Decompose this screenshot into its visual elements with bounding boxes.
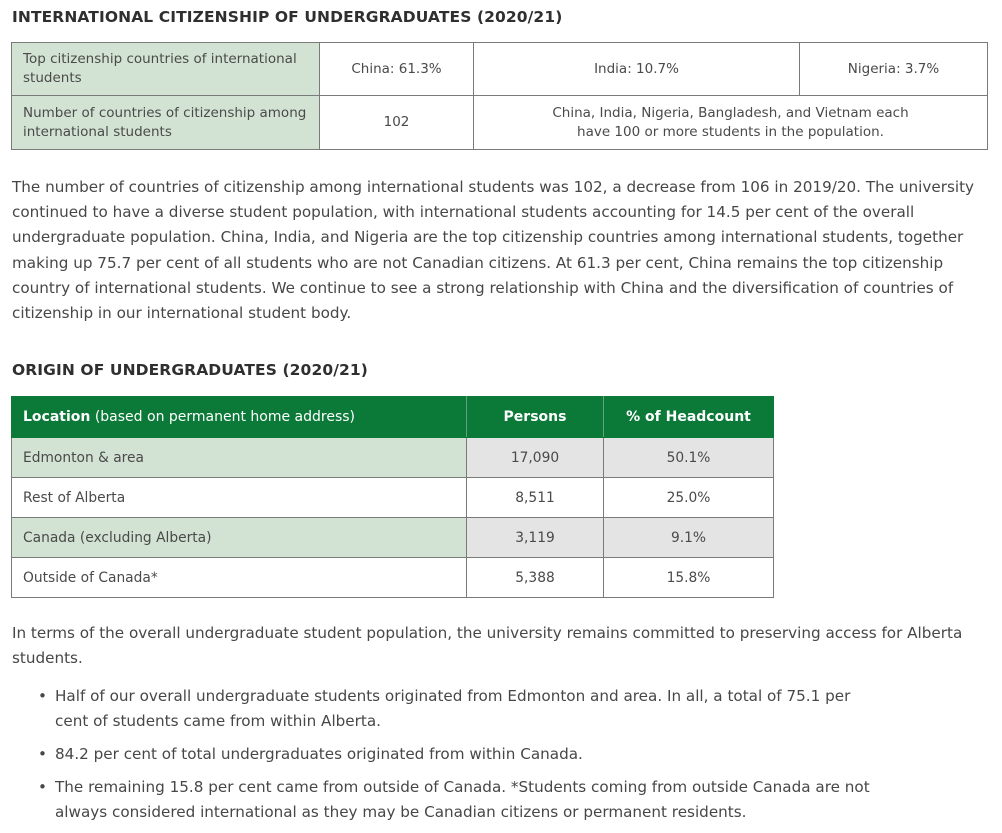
origin-paragraph: In terms of the overall undergraduate student population, the university remains committed to preserving access for Alberta students. [12, 624, 963, 668]
row-percent: 9.1% [604, 518, 774, 558]
origin-heading: ORIGIN OF UNDERGRADUATES (2020/21) [12, 361, 368, 379]
row-location: Edmonton & area [12, 438, 467, 478]
table-row [12, 558, 774, 598]
row-persons: 5,388 [467, 558, 604, 598]
bullet-icon: • [38, 778, 47, 796]
countries-count-value: 102 [320, 96, 474, 150]
row-location: Outside of Canada* [12, 558, 467, 598]
international-paragraph: The number of countries of citizenship among international students was 102, a decrease from 106 in 2019/20. The university continued to have a diverse student population, with international students accounting for 14.5 per cent of the overall undergraduate population. China, India, and Nigeria are the top citizenship countries among international students, together making up 75.7 per cent of all students who are not Canadian citizens. At 61.3 per cent, China remains the top citizenship country of international students. We continue to see a strong relationship with China and the diversification of countries of citizenship in our international student body. [12, 178, 975, 323]
row-percent: 25.0% [604, 478, 774, 518]
table-header-row [12, 397, 774, 438]
list-item [12, 684, 885, 734]
row-persons: 8,511 [467, 478, 604, 518]
row-persons: 3,119 [467, 518, 604, 558]
table-row [12, 43, 988, 96]
list-item [12, 742, 885, 767]
table-row [12, 438, 774, 478]
nigeria-share: Nigeria: 3.7% [800, 43, 988, 96]
persons-column-header: Persons [467, 397, 604, 438]
bullet-text: The remaining 15.8 per cent came from outside of Canada. *Students coming from outside Canada are not always considered international as they may be Canadian citizens or permanent residents. [55, 778, 870, 821]
row-percent: 50.1% [604, 438, 774, 478]
row-location: Rest of Alberta [12, 478, 467, 518]
international-citizenship-table [11, 42, 988, 150]
origin-bullet-list [12, 684, 972, 833]
location-column-header [12, 397, 467, 438]
list-item [12, 775, 885, 825]
countries-note: China, India, Nigeria, Bangladesh, and Vietnam each have 100 or more students in the population. [474, 96, 988, 150]
origin-table [11, 396, 774, 598]
table-row [12, 518, 774, 558]
bullet-text: 84.2 per cent of total undergraduates originated from within Canada. [55, 745, 583, 763]
international-citizenship-heading: INTERNATIONAL CITIZENSHIP OF UNDERGRADUATES (2020/21) [12, 8, 563, 26]
row-percent: 15.8% [604, 558, 774, 598]
india-share: India: 10.7% [474, 43, 800, 96]
table-row [12, 96, 988, 150]
bullet-icon: • [38, 687, 47, 705]
location-header-bold: Location [23, 409, 91, 425]
row-location: Canada (excluding Alberta) [12, 518, 467, 558]
bullet-icon: • [38, 745, 47, 763]
location-header-rest: (based on permanent home address) [90, 409, 356, 425]
headcount-column-header: % of Headcount [604, 397, 774, 438]
bullet-text: Half of our overall undergraduate students originated from Edmonton and area. In all, a total of 75.1 per cent of students came from within Alberta. [55, 687, 851, 730]
table-row [12, 478, 774, 518]
countries-count-label: Number of countries of citizenship among international students [12, 96, 320, 150]
top-countries-label: Top citizenship countries of international students [12, 43, 320, 96]
row-persons: 17,090 [467, 438, 604, 478]
china-share: China: 61.3% [320, 43, 474, 96]
